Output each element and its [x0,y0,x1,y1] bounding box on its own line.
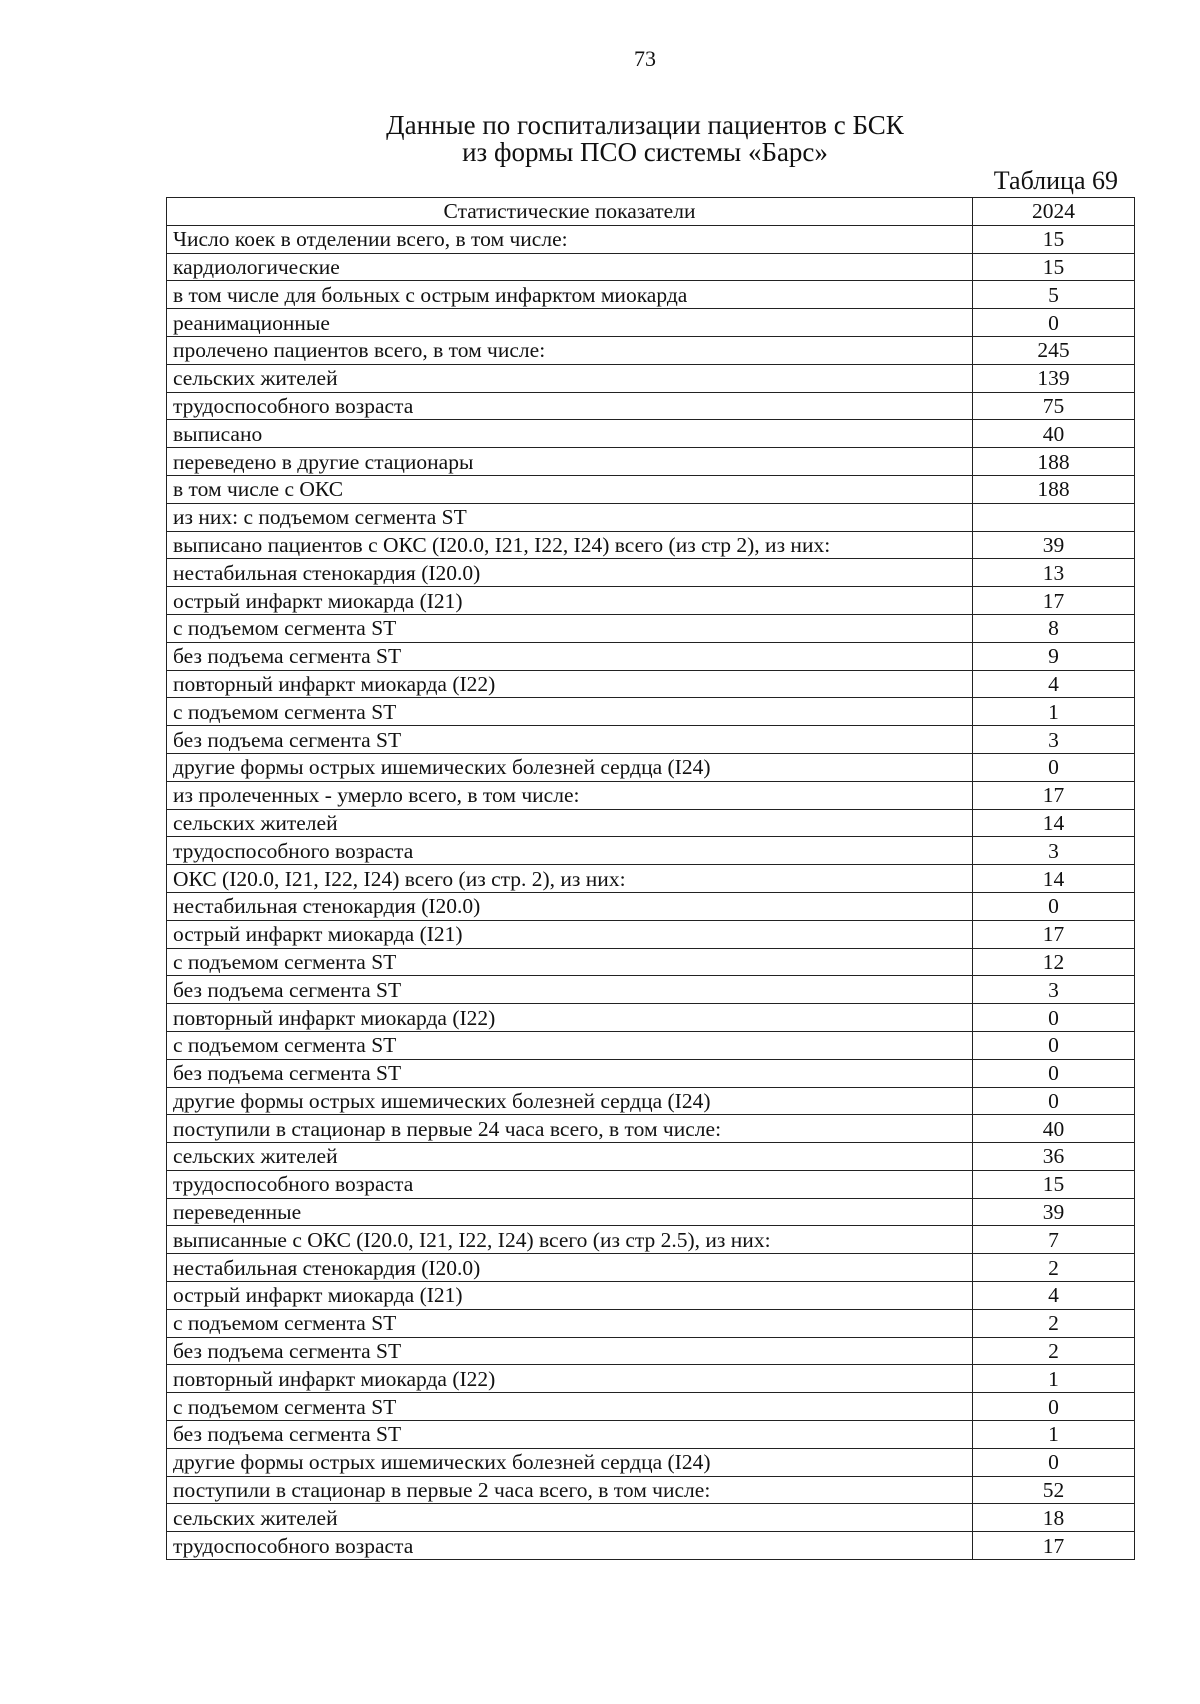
table-row [167,1031,1135,1059]
indicator-value: 1 [973,698,1135,726]
title-line-1: Данные по госпитализации пациентов с БСК [386,110,904,140]
indicator-value: 17 [973,1532,1135,1560]
indicator-label: с подъемом сегмента ST [167,614,973,642]
table-row [167,503,1135,531]
table-row [167,1337,1135,1365]
table-row [167,1004,1135,1032]
indicator-value: 1 [973,1421,1135,1449]
header-year: 2024 [973,198,1135,226]
statistics-table [166,197,1135,1560]
indicator-value: 2 [973,1309,1135,1337]
table-row [167,1393,1135,1421]
indicator-value: 0 [973,1393,1135,1421]
indicator-label: кардиологические [167,253,973,281]
indicator-value: 15 [973,1170,1135,1198]
indicator-label: острый инфаркт миокарда (I21) [167,587,973,615]
indicator-label: трудоспособного возраста [167,392,973,420]
indicator-label: с подъемом сегмента ST [167,1031,973,1059]
indicator-value: 12 [973,948,1135,976]
indicator-value: 17 [973,781,1135,809]
table-row [167,1282,1135,1310]
indicator-value: 3 [973,837,1135,865]
indicator-label: с подъемом сегмента ST [167,948,973,976]
indicator-value: 1 [973,1365,1135,1393]
document-title [300,112,990,166]
indicator-value: 15 [973,225,1135,253]
indicator-value: 14 [973,809,1135,837]
table-row [167,614,1135,642]
indicator-label: без подъема сегмента ST [167,1337,973,1365]
table-row [167,225,1135,253]
table-row [167,781,1135,809]
indicator-label: в том числе для больных с острым инфарктом миокарда [167,281,973,309]
indicator-value: 3 [973,726,1135,754]
indicator-label: другие формы острых ишемических болезней сердца (I24) [167,1448,973,1476]
table-row [167,448,1135,476]
indicator-value: 40 [973,1115,1135,1143]
indicator-value: 0 [973,1031,1135,1059]
indicator-value: 9 [973,642,1135,670]
table-row [167,1115,1135,1143]
indicator-label: нестабильная стенокардия (I20.0) [167,892,973,920]
table-row [167,642,1135,670]
table-row [167,1532,1135,1560]
indicator-label: переведенные [167,1198,973,1226]
table-row [167,1170,1135,1198]
table-row [167,892,1135,920]
indicator-value: 0 [973,892,1135,920]
indicator-label: ОКС (I20.0, I21, I22, I24) всего (из стр. 2), из них: [167,865,973,893]
table-row [167,1504,1135,1532]
indicator-value: 188 [973,475,1135,503]
table-row [167,1309,1135,1337]
indicator-label: поступили в стационар в первые 24 часа всего, в том числе: [167,1115,973,1143]
indicator-label: из пролеченных - умерло всего, в том числе: [167,781,973,809]
table-row [167,1476,1135,1504]
table-row [167,920,1135,948]
table-row [167,253,1135,281]
table-row [167,1254,1135,1282]
indicator-value: 245 [973,336,1135,364]
indicator-value: 7 [973,1226,1135,1254]
indicator-label: из них: с подъемом сегмента ST [167,503,973,531]
table-row [167,1365,1135,1393]
table-row [167,420,1135,448]
table-row [167,281,1135,309]
indicator-value: 2 [973,1337,1135,1365]
table-row [167,392,1135,420]
table-row [167,1087,1135,1115]
indicator-value: 39 [973,1198,1135,1226]
indicator-label: с подъемом сегмента ST [167,1393,973,1421]
indicator-value: 13 [973,559,1135,587]
indicator-label: нестабильная стенокардия (I20.0) [167,1254,973,1282]
indicator-label: повторный инфаркт миокарда (I22) [167,1004,973,1032]
indicator-value: 4 [973,1282,1135,1310]
indicator-label: переведено в другие стационары [167,448,973,476]
indicator-label: пролечено пациентов всего, в том числе: [167,336,973,364]
table-row [167,670,1135,698]
indicator-label: другие формы острых ишемических болезней сердца (I24) [167,1087,973,1115]
indicator-label: сельских жителей [167,809,973,837]
indicator-value: 0 [973,1059,1135,1087]
table-row [167,1226,1135,1254]
indicator-label: выписано [167,420,973,448]
indicator-value: 3 [973,976,1135,1004]
table-row [167,559,1135,587]
indicator-value: 14 [973,865,1135,893]
indicator-label: повторный инфаркт миокарда (I22) [167,670,973,698]
indicator-label: выписано пациентов с ОКС (I20.0, I21, I22, I24) всего (из стр 2), из них: [167,531,973,559]
indicator-label: трудоспособного возраста [167,837,973,865]
table-row [167,976,1135,1004]
indicator-label: без подъема сегмента ST [167,642,973,670]
indicator-label: сельских жителей [167,1504,973,1532]
indicator-label: острый инфаркт миокарда (I21) [167,1282,973,1310]
indicator-label: в том числе с ОКС [167,475,973,503]
indicator-label: трудоспособного возраста [167,1532,973,1560]
indicator-label: сельских жителей [167,364,973,392]
indicator-label: с подъемом сегмента ST [167,1309,973,1337]
indicator-value: 0 [973,753,1135,781]
indicator-label: без подъема сегмента ST [167,1421,973,1449]
header-indicator: Статистические показатели [167,198,973,226]
table-row [167,587,1135,615]
indicator-value: 18 [973,1504,1135,1532]
table-row [167,865,1135,893]
indicator-label: без подъема сегмента ST [167,976,973,1004]
indicator-value: 2 [973,1254,1135,1282]
indicator-value: 139 [973,364,1135,392]
indicator-value: 15 [973,253,1135,281]
indicator-label: выписанные с ОКС (I20.0, I21, I22, I24) всего (из стр 2.5), из них: [167,1226,973,1254]
table-row [167,753,1135,781]
table-row [167,475,1135,503]
indicator-value: 0 [973,1004,1135,1032]
indicator-label: нестабильная стенокардия (I20.0) [167,559,973,587]
indicator-value: 17 [973,587,1135,615]
indicator-value: 75 [973,392,1135,420]
indicator-value [973,503,1135,531]
indicator-label: острый инфаркт миокарда (I21) [167,920,973,948]
table-row [167,948,1135,976]
table-row [167,809,1135,837]
indicator-value: 40 [973,420,1135,448]
page-number: 73 [634,46,656,71]
indicator-label: другие формы острых ишемических болезней сердца (I24) [167,753,973,781]
table-row [167,698,1135,726]
indicator-label: без подъема сегмента ST [167,1059,973,1087]
indicator-label: с подъемом сегмента ST [167,698,973,726]
indicator-value: 0 [973,1448,1135,1476]
indicator-label: без подъема сегмента ST [167,726,973,754]
table-row [167,1421,1135,1449]
table-header-row [167,198,1135,226]
indicator-label: повторный инфаркт миокарда (I22) [167,1365,973,1393]
indicator-value: 188 [973,448,1135,476]
indicator-value: 8 [973,614,1135,642]
title-line-2: из формы ПСО системы «Барс» [462,137,828,167]
table-row [167,336,1135,364]
table-row [167,1143,1135,1171]
table-row [167,1198,1135,1226]
indicator-value: 0 [973,309,1135,337]
table-body [167,225,1135,1559]
indicator-value: 52 [973,1476,1135,1504]
indicator-value: 4 [973,670,1135,698]
indicator-label: Число коек в отделении всего, в том числе: [167,225,973,253]
indicator-label: реанимационные [167,309,973,337]
indicator-label: трудоспособного возраста [167,1170,973,1198]
table-row [167,837,1135,865]
table-label: Таблица 69 [993,166,1118,195]
indicator-value: 36 [973,1143,1135,1171]
table-row [167,1448,1135,1476]
indicator-value: 39 [973,531,1135,559]
table-row [167,726,1135,754]
table-row [167,1059,1135,1087]
indicator-value: 5 [973,281,1135,309]
indicator-label: поступили в стационар в первые 2 часа всего, в том числе: [167,1476,973,1504]
table-row [167,364,1135,392]
indicator-label: сельских жителей [167,1143,973,1171]
indicator-value: 0 [973,1087,1135,1115]
table-row [167,309,1135,337]
table-row [167,531,1135,559]
indicator-value: 17 [973,920,1135,948]
